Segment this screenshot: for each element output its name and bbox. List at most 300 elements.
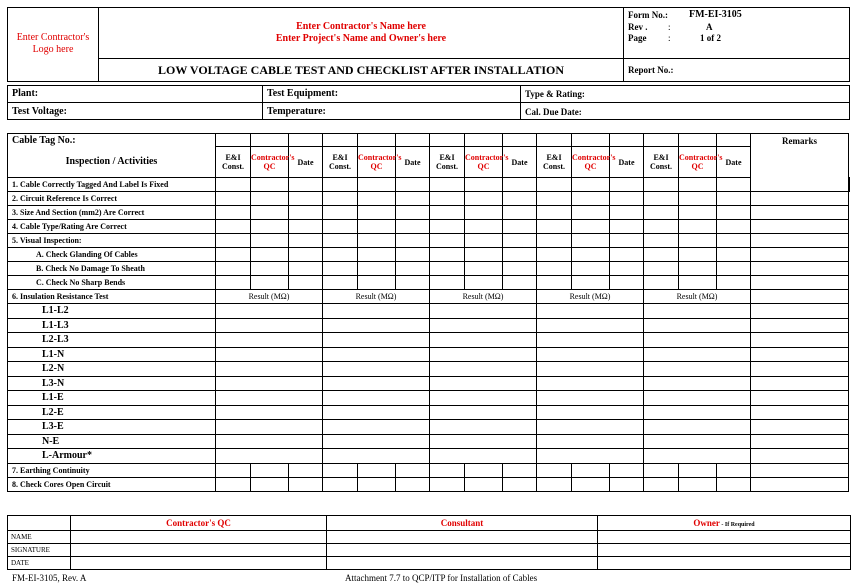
check-cell[interactable]	[251, 477, 289, 491]
activity-label: 3. Size And Section (mm2) Are Correct	[8, 206, 216, 220]
check-cell[interactable]	[537, 178, 572, 192]
check-cell[interactable]	[289, 192, 323, 206]
page-value: 1 of 2	[700, 33, 721, 43]
check-cell[interactable]	[537, 220, 572, 234]
check-cell[interactable]	[465, 220, 503, 234]
check-cell[interactable]	[216, 477, 251, 491]
result-cell[interactable]	[430, 420, 537, 435]
result-cell[interactable]	[430, 362, 537, 377]
result-cell[interactable]	[323, 449, 430, 464]
result-cell[interactable]	[323, 376, 430, 391]
check-cell[interactable]	[323, 276, 358, 290]
result-cell[interactable]	[216, 318, 323, 333]
temperature-field[interactable]: Temperature:	[267, 106, 326, 117]
check-cell[interactable]	[430, 192, 465, 206]
check-cell[interactable]	[503, 206, 537, 220]
inspection-table	[7, 133, 850, 492]
check-cell[interactable]	[396, 192, 430, 206]
check-cell[interactable]	[251, 276, 289, 290]
check-cell[interactable]	[396, 262, 430, 276]
remarks-cell[interactable]	[751, 477, 849, 491]
activity-label: 2. Circuit Reference Is Correct	[8, 192, 216, 206]
check-cell[interactable]	[289, 276, 323, 290]
check-cell[interactable]	[610, 178, 644, 192]
check-cell[interactable]	[503, 463, 537, 477]
check-cell[interactable]	[396, 477, 430, 491]
check-cell[interactable]	[251, 192, 289, 206]
activity-label: C. Check No Sharp Bends	[8, 276, 216, 290]
check-cell[interactable]	[465, 192, 503, 206]
check-cell[interactable]	[289, 178, 323, 192]
check-cell[interactable]	[430, 206, 465, 220]
result-cell[interactable]	[537, 347, 644, 362]
check-cell[interactable]	[644, 276, 679, 290]
owner-signature-cell[interactable]	[598, 544, 851, 557]
result-cell[interactable]	[430, 304, 537, 319]
check-cell[interactable]	[610, 477, 644, 491]
activity-label: L3-E	[8, 420, 216, 435]
check-cell[interactable]	[572, 477, 610, 491]
result-cell[interactable]	[537, 434, 644, 449]
page-label: Page	[628, 33, 647, 43]
contractor-name: Enter Contractor's Name here	[296, 21, 426, 32]
table-row	[8, 178, 850, 192]
check-cell[interactable]	[396, 463, 430, 477]
check-cell[interactable]	[251, 234, 289, 248]
check-cell[interactable]	[537, 234, 572, 248]
check-cell[interactable]	[358, 192, 396, 206]
check-cell[interactable]	[644, 206, 679, 220]
contractor-signature-cell[interactable]	[71, 544, 327, 557]
result-cell[interactable]	[644, 347, 751, 362]
result-cell[interactable]	[323, 420, 430, 435]
remarks-cell[interactable]	[751, 391, 849, 406]
check-cell[interactable]	[216, 220, 251, 234]
check-cell[interactable]	[430, 477, 465, 491]
contractor-name-cell[interactable]	[71, 531, 327, 544]
result-header: Result (MΩ)	[644, 290, 751, 304]
check-cell[interactable]	[610, 248, 644, 262]
type-rating-field[interactable]: Type & Rating:	[525, 89, 585, 99]
date-col-header: Date	[289, 147, 323, 178]
check-cell[interactable]	[465, 234, 503, 248]
result-cell[interactable]	[537, 405, 644, 420]
check-cell[interactable]	[323, 234, 358, 248]
check-cell[interactable]	[503, 192, 537, 206]
check-cell[interactable]	[610, 206, 644, 220]
check-cell[interactable]	[572, 220, 610, 234]
activity-label: 4. Cable Type/Rating Are Correct	[8, 220, 216, 234]
date-col-header: Date	[503, 147, 537, 178]
remarks-cell[interactable]	[751, 248, 849, 262]
check-cell[interactable]	[465, 262, 503, 276]
activity-label: N-E	[8, 434, 216, 449]
footer-form-ref: FM-EI-3105, Rev. A	[12, 573, 87, 583]
check-cell[interactable]	[251, 220, 289, 234]
contractor-qc-col-header: Contractor's QC	[679, 147, 717, 178]
result-cell[interactable]	[644, 362, 751, 377]
remarks-cell[interactable]	[751, 206, 849, 220]
check-cell[interactable]	[396, 220, 430, 234]
result-cell[interactable]	[216, 362, 323, 377]
result-cell[interactable]	[537, 376, 644, 391]
result-cell[interactable]	[537, 391, 644, 406]
activity-label: L1-L2	[8, 304, 216, 319]
remarks-cell[interactable]	[751, 234, 849, 248]
result-cell[interactable]	[323, 434, 430, 449]
result-cell[interactable]	[430, 405, 537, 420]
contractor-qc-col-header: Contractor's QC	[358, 147, 396, 178]
check-cell[interactable]	[717, 234, 751, 248]
remarks-cell[interactable]	[751, 304, 849, 319]
table-row	[8, 477, 850, 491]
table-row	[8, 248, 850, 262]
check-cell[interactable]	[465, 276, 503, 290]
result-cell[interactable]	[537, 304, 644, 319]
check-cell[interactable]	[358, 178, 396, 192]
activity-label: 1. Cable Correctly Tagged And Label Is Fixed	[8, 178, 216, 192]
remarks-cell[interactable]	[751, 192, 849, 206]
check-cell[interactable]	[396, 178, 430, 192]
check-cell[interactable]	[358, 262, 396, 276]
result-cell[interactable]	[537, 420, 644, 435]
check-cell[interactable]	[503, 248, 537, 262]
check-cell[interactable]	[503, 262, 537, 276]
table-row	[8, 376, 850, 391]
check-cell[interactable]	[289, 220, 323, 234]
remarks-cell[interactable]	[751, 318, 849, 333]
check-cell[interactable]	[358, 248, 396, 262]
table-row	[8, 276, 850, 290]
check-cell[interactable]	[323, 477, 358, 491]
check-cell[interactable]	[396, 248, 430, 262]
check-cell[interactable]	[216, 206, 251, 220]
remarks-cell[interactable]	[751, 405, 849, 420]
check-cell[interactable]	[289, 206, 323, 220]
footer-attachment: Attachment 7.7 to QCP/ITP for Installation of Cables	[345, 573, 538, 583]
result-cell[interactable]	[323, 304, 430, 319]
remarks-cell[interactable]	[751, 262, 849, 276]
owner-date-cell[interactable]	[598, 557, 851, 570]
check-cell[interactable]	[289, 477, 323, 491]
check-cell[interactable]	[572, 192, 610, 206]
check-cell[interactable]	[503, 477, 537, 491]
activity-label: L2-N	[8, 362, 216, 377]
result-header: Result (MΩ)	[537, 290, 644, 304]
result-cell[interactable]	[644, 420, 751, 435]
check-cell[interactable]	[251, 248, 289, 262]
check-cell[interactable]	[679, 206, 717, 220]
check-cell[interactable]	[644, 248, 679, 262]
result-cell[interactable]	[323, 405, 430, 420]
check-cell[interactable]	[572, 262, 610, 276]
remarks-cell[interactable]	[751, 290, 849, 304]
table-row	[8, 304, 850, 319]
result-cell[interactable]	[537, 449, 644, 464]
check-cell[interactable]	[216, 463, 251, 477]
check-cell[interactable]	[572, 276, 610, 290]
result-cell[interactable]	[430, 333, 537, 348]
check-cell[interactable]	[289, 248, 323, 262]
check-cell[interactable]	[717, 477, 751, 491]
check-cell[interactable]	[358, 463, 396, 477]
date-col-header: Date	[610, 147, 644, 178]
remarks-cell[interactable]	[751, 220, 849, 234]
result-cell[interactable]	[430, 434, 537, 449]
activity-label: 5. Visual Inspection:	[8, 234, 216, 248]
result-cell[interactable]	[644, 304, 751, 319]
project-name: Enter Project's Name and Owner's here	[275, 33, 447, 44]
check-cell[interactable]	[537, 463, 572, 477]
check-cell[interactable]	[323, 220, 358, 234]
check-cell[interactable]	[358, 234, 396, 248]
result-cell[interactable]	[216, 347, 323, 362]
check-cell[interactable]	[430, 262, 465, 276]
check-cell[interactable]	[289, 262, 323, 276]
table-row	[8, 463, 850, 477]
check-cell[interactable]	[216, 234, 251, 248]
check-cell[interactable]	[679, 262, 717, 276]
check-cell[interactable]	[289, 234, 323, 248]
check-cell[interactable]	[216, 248, 251, 262]
owner-header: Owner - If Required	[598, 516, 851, 531]
check-cell[interactable]	[644, 220, 679, 234]
check-cell[interactable]	[610, 262, 644, 276]
table-row	[8, 333, 850, 348]
result-cell[interactable]	[430, 449, 537, 464]
result-cell[interactable]	[216, 304, 323, 319]
table-row	[8, 206, 850, 220]
check-cell[interactable]	[323, 463, 358, 477]
check-cell[interactable]	[644, 178, 679, 192]
check-cell[interactable]	[465, 477, 503, 491]
activity-label: 6. Insulation Resistance Test	[8, 290, 216, 304]
remarks-cell[interactable]	[751, 376, 849, 391]
remarks-cell[interactable]	[751, 420, 849, 435]
result-cell[interactable]	[216, 449, 323, 464]
check-cell[interactable]	[679, 477, 717, 491]
check-cell[interactable]	[503, 234, 537, 248]
check-cell[interactable]	[717, 192, 751, 206]
check-cell[interactable]	[537, 276, 572, 290]
check-cell[interactable]	[323, 206, 358, 220]
check-cell[interactable]	[610, 234, 644, 248]
result-header: Result (MΩ)	[216, 290, 323, 304]
result-cell[interactable]	[537, 318, 644, 333]
check-cell[interactable]	[679, 276, 717, 290]
check-cell[interactable]	[430, 234, 465, 248]
check-cell[interactable]	[396, 206, 430, 220]
result-cell[interactable]	[537, 362, 644, 377]
check-cell[interactable]	[644, 192, 679, 206]
cal-due-date-field[interactable]: Cal. Due Date:	[525, 107, 582, 117]
page-colon: :	[668, 33, 671, 43]
check-cell[interactable]	[572, 178, 610, 192]
check-cell[interactable]	[358, 220, 396, 234]
check-cell[interactable]	[430, 463, 465, 477]
check-cell[interactable]	[251, 178, 289, 192]
consultant-name-cell[interactable]	[327, 531, 598, 544]
remarks-cell[interactable]	[751, 362, 849, 377]
check-cell[interactable]	[679, 234, 717, 248]
check-cell[interactable]	[572, 248, 610, 262]
table-row	[8, 434, 850, 449]
result-cell[interactable]	[430, 376, 537, 391]
test-voltage-field[interactable]: Test Voltage:	[12, 106, 67, 117]
check-cell[interactable]	[644, 477, 679, 491]
contractor-logo-placeholder: Enter Contractor's Logo here	[16, 32, 90, 55]
date-col-header: Date	[396, 147, 430, 178]
check-cell[interactable]	[679, 178, 717, 192]
check-cell[interactable]	[323, 262, 358, 276]
check-cell[interactable]	[430, 248, 465, 262]
check-cell[interactable]	[537, 206, 572, 220]
activity-label: L1-E	[8, 391, 216, 406]
remarks-cell[interactable]	[751, 333, 849, 348]
result-cell[interactable]	[644, 333, 751, 348]
check-cell[interactable]	[465, 178, 503, 192]
result-cell[interactable]	[323, 318, 430, 333]
check-cell[interactable]	[537, 262, 572, 276]
contractor-qc-col-header: Contractor's QC	[465, 147, 503, 178]
check-cell[interactable]	[610, 220, 644, 234]
remarks-cell[interactable]	[751, 276, 849, 290]
activity-label: B. Check No Damage To Sheath	[8, 262, 216, 276]
result-cell[interactable]	[323, 391, 430, 406]
check-cell[interactable]	[251, 206, 289, 220]
check-cell[interactable]	[323, 192, 358, 206]
page-title: LOW VOLTAGE CABLE TEST AND CHECKLIST AFTER INSTALLATION	[157, 63, 564, 77]
result-cell[interactable]	[323, 347, 430, 362]
consultant-date-cell[interactable]	[327, 557, 598, 570]
check-cell[interactable]	[251, 463, 289, 477]
signoff-table	[7, 515, 851, 570]
result-cell[interactable]	[644, 449, 751, 464]
result-cell[interactable]	[216, 333, 323, 348]
table-row	[8, 262, 850, 276]
result-cell[interactable]	[216, 420, 323, 435]
check-cell[interactable]	[503, 276, 537, 290]
check-cell[interactable]	[537, 248, 572, 262]
result-cell[interactable]	[644, 318, 751, 333]
check-cell[interactable]	[644, 262, 679, 276]
result-header: Result (MΩ)	[430, 290, 537, 304]
consultant-header: Consultant	[327, 516, 598, 531]
contractor-date-cell[interactable]	[71, 557, 327, 570]
result-cell[interactable]	[430, 347, 537, 362]
result-cell[interactable]	[644, 391, 751, 406]
remarks-cell[interactable]	[751, 347, 849, 362]
check-cell[interactable]	[503, 178, 537, 192]
result-cell[interactable]	[644, 376, 751, 391]
test-equipment-field[interactable]: Test Equipment:	[267, 88, 339, 99]
check-cell[interactable]	[679, 248, 717, 262]
owner-name-cell[interactable]	[598, 531, 851, 544]
check-cell[interactable]	[216, 262, 251, 276]
form-no-label: Form No.:	[628, 10, 668, 20]
check-cell[interactable]	[465, 206, 503, 220]
plant-field[interactable]: Plant:	[12, 88, 39, 99]
check-cell[interactable]	[644, 463, 679, 477]
consultant-signature-cell[interactable]	[327, 544, 598, 557]
check-cell[interactable]	[251, 262, 289, 276]
check-cell[interactable]	[717, 220, 751, 234]
remarks-cell[interactable]	[849, 178, 850, 192]
check-cell[interactable]	[679, 192, 717, 206]
check-cell[interactable]	[465, 248, 503, 262]
check-cell[interactable]	[537, 477, 572, 491]
check-cell[interactable]	[396, 234, 430, 248]
check-cell[interactable]	[537, 192, 572, 206]
check-cell[interactable]	[323, 178, 358, 192]
result-cell[interactable]	[644, 434, 751, 449]
check-cell[interactable]	[679, 463, 717, 477]
result-cell[interactable]	[323, 333, 430, 348]
table-row	[8, 192, 850, 206]
rev-colon: :	[668, 22, 671, 32]
check-cell[interactable]	[717, 248, 751, 262]
check-cell[interactable]	[572, 234, 610, 248]
remarks-cell[interactable]	[751, 434, 849, 449]
check-cell[interactable]	[610, 463, 644, 477]
remarks-cell[interactable]	[751, 449, 849, 464]
check-cell[interactable]	[610, 276, 644, 290]
check-cell[interactable]	[396, 276, 430, 290]
check-cell[interactable]	[430, 276, 465, 290]
check-cell[interactable]	[572, 463, 610, 477]
result-cell[interactable]	[644, 405, 751, 420]
result-cell[interactable]	[430, 391, 537, 406]
check-cell[interactable]	[358, 477, 396, 491]
table-row	[8, 449, 850, 464]
check-cell[interactable]	[216, 276, 251, 290]
check-cell[interactable]	[717, 276, 751, 290]
check-cell[interactable]	[503, 220, 537, 234]
result-cell[interactable]	[216, 405, 323, 420]
report-no-label: Report No.:	[628, 65, 674, 75]
check-cell[interactable]	[465, 463, 503, 477]
check-cell[interactable]	[216, 192, 251, 206]
result-cell[interactable]	[537, 333, 644, 348]
check-cell[interactable]	[430, 178, 465, 192]
result-cell[interactable]	[216, 434, 323, 449]
activity-label: L1-N	[8, 347, 216, 362]
check-cell[interactable]	[717, 262, 751, 276]
check-cell[interactable]	[216, 178, 251, 192]
signature-label: SIGNATURE	[8, 544, 71, 557]
check-cell[interactable]	[358, 276, 396, 290]
cable-tag-label[interactable]: Cable Tag No.:	[8, 134, 216, 147]
check-cell[interactable]	[323, 248, 358, 262]
result-cell[interactable]	[430, 318, 537, 333]
check-cell[interactable]	[610, 192, 644, 206]
result-cell[interactable]	[323, 362, 430, 377]
activity-label: L-Armour*	[8, 449, 216, 464]
check-cell[interactable]	[430, 220, 465, 234]
check-cell[interactable]	[717, 178, 751, 192]
remarks-cell[interactable]	[751, 463, 849, 477]
check-cell[interactable]	[717, 463, 751, 477]
check-cell[interactable]	[717, 206, 751, 220]
check-cell[interactable]	[358, 206, 396, 220]
check-cell[interactable]	[572, 206, 610, 220]
result-cell[interactable]	[216, 391, 323, 406]
activity-label: L2-L3	[8, 333, 216, 348]
check-cell[interactable]	[644, 234, 679, 248]
check-cell[interactable]	[679, 220, 717, 234]
result-cell[interactable]	[216, 376, 323, 391]
check-cell[interactable]	[289, 463, 323, 477]
